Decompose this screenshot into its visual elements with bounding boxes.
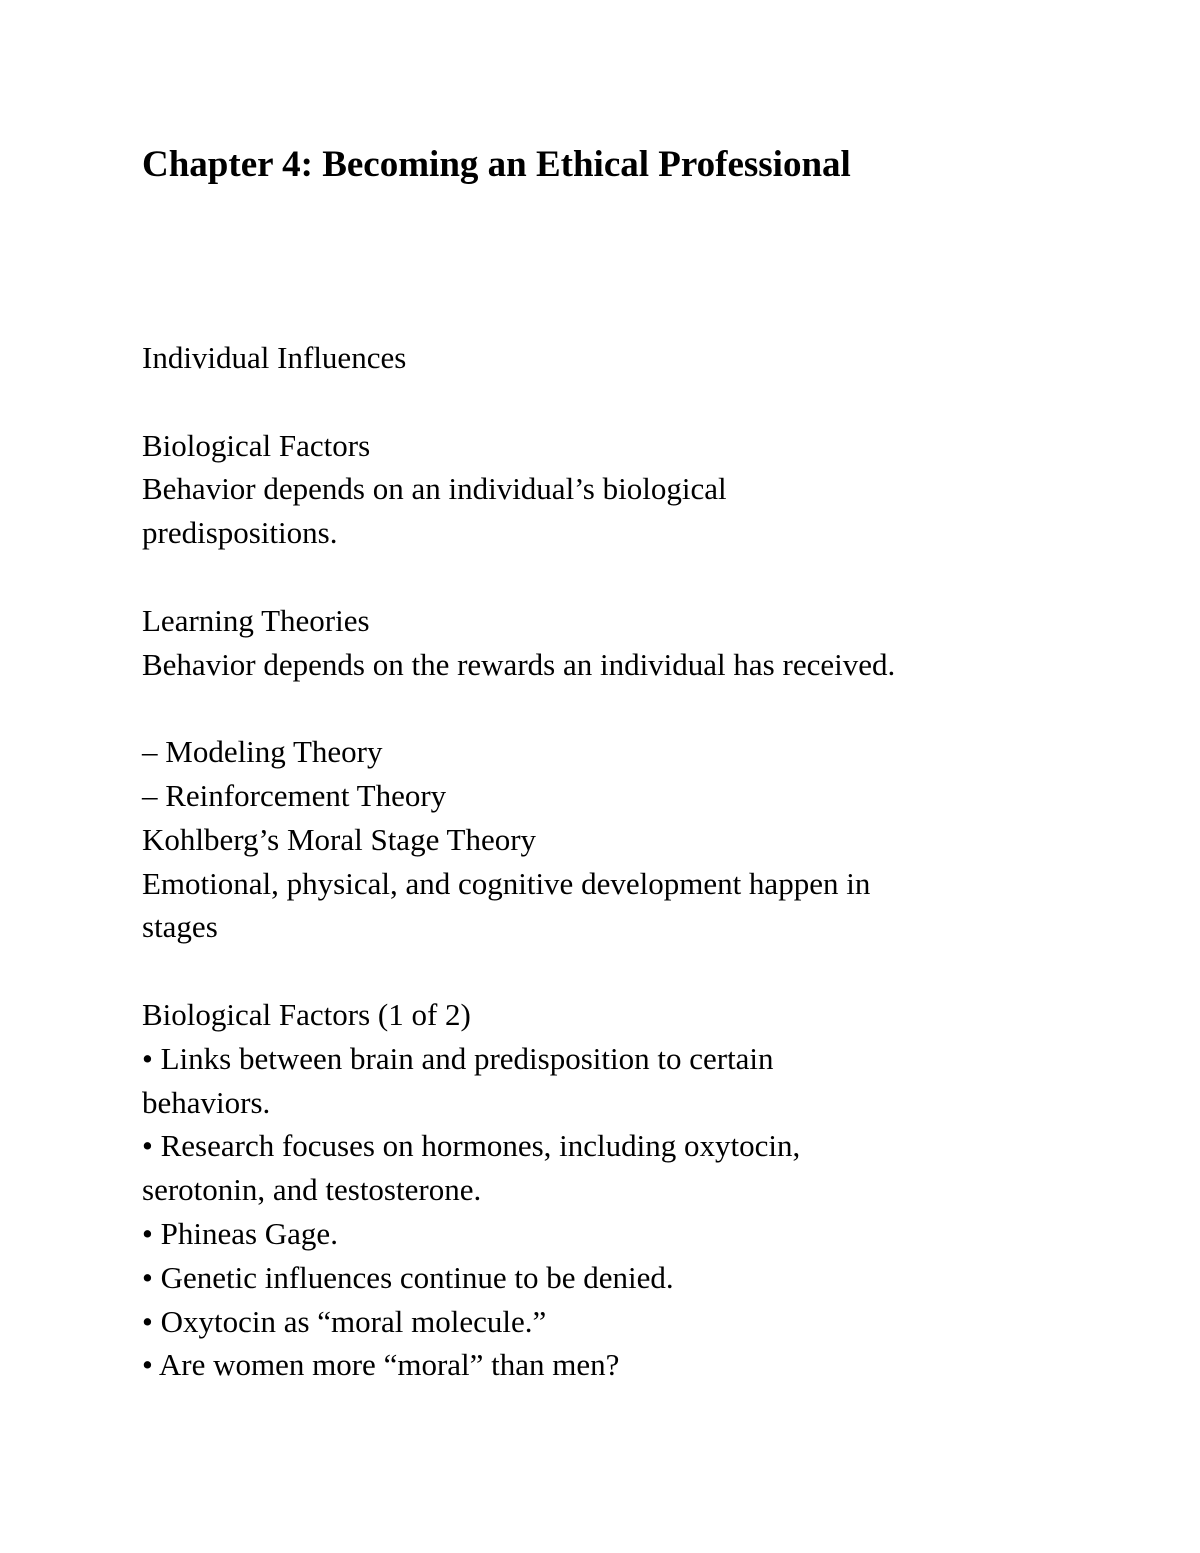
document-body	[142, 336, 1142, 1387]
list-item: – Reinforcement Theory	[142, 777, 447, 813]
bullet-item: • Links between brain and predisposition to certain	[142, 1040, 774, 1076]
section-heading-biological-factors: Biological Factors	[142, 427, 371, 463]
paragraph-line: Behavior depends on the rewards an individual has received.	[142, 646, 896, 682]
bullet-item: • Genetic influences continue to be denied.	[142, 1259, 674, 1295]
paragraph-line: Emotional, physical, and cognitive development happen in	[142, 865, 871, 901]
blank-line	[142, 686, 1142, 730]
bullet-item: • Are women more “moral” than men?	[142, 1347, 620, 1383]
paragraph-line: stages	[142, 909, 218, 945]
section-heading-biological-factors-1-of-2: Biological Factors (1 of 2)	[142, 996, 471, 1032]
list-item: – Modeling Theory	[142, 734, 383, 770]
bullet-item: • Research focuses on hormones, including oxytocin,	[142, 1128, 801, 1164]
paragraph-line: Behavior depends on an individual’s biological	[142, 471, 727, 507]
section-heading-kohlberg: Kohlberg’s Moral Stage Theory	[142, 821, 537, 857]
bullet-item: • Phineas Gage.	[142, 1215, 338, 1251]
blank-line	[142, 555, 1142, 599]
paragraph-line: predispositions.	[142, 515, 338, 551]
section-heading-individual-influences: Individual Influences	[142, 340, 407, 375]
blank-line	[142, 949, 1142, 993]
bullet-item-continuation: serotonin, and testosterone.	[142, 1172, 482, 1208]
section-heading-learning-theories: Learning Theories	[142, 602, 370, 638]
blank-line	[142, 380, 1142, 424]
chapter-title: Chapter 4: Becoming an Ethical Professional	[142, 144, 851, 185]
bullet-item-continuation: behaviors.	[142, 1084, 271, 1120]
bullet-item: • Oxytocin as “moral molecule.”	[142, 1303, 547, 1339]
